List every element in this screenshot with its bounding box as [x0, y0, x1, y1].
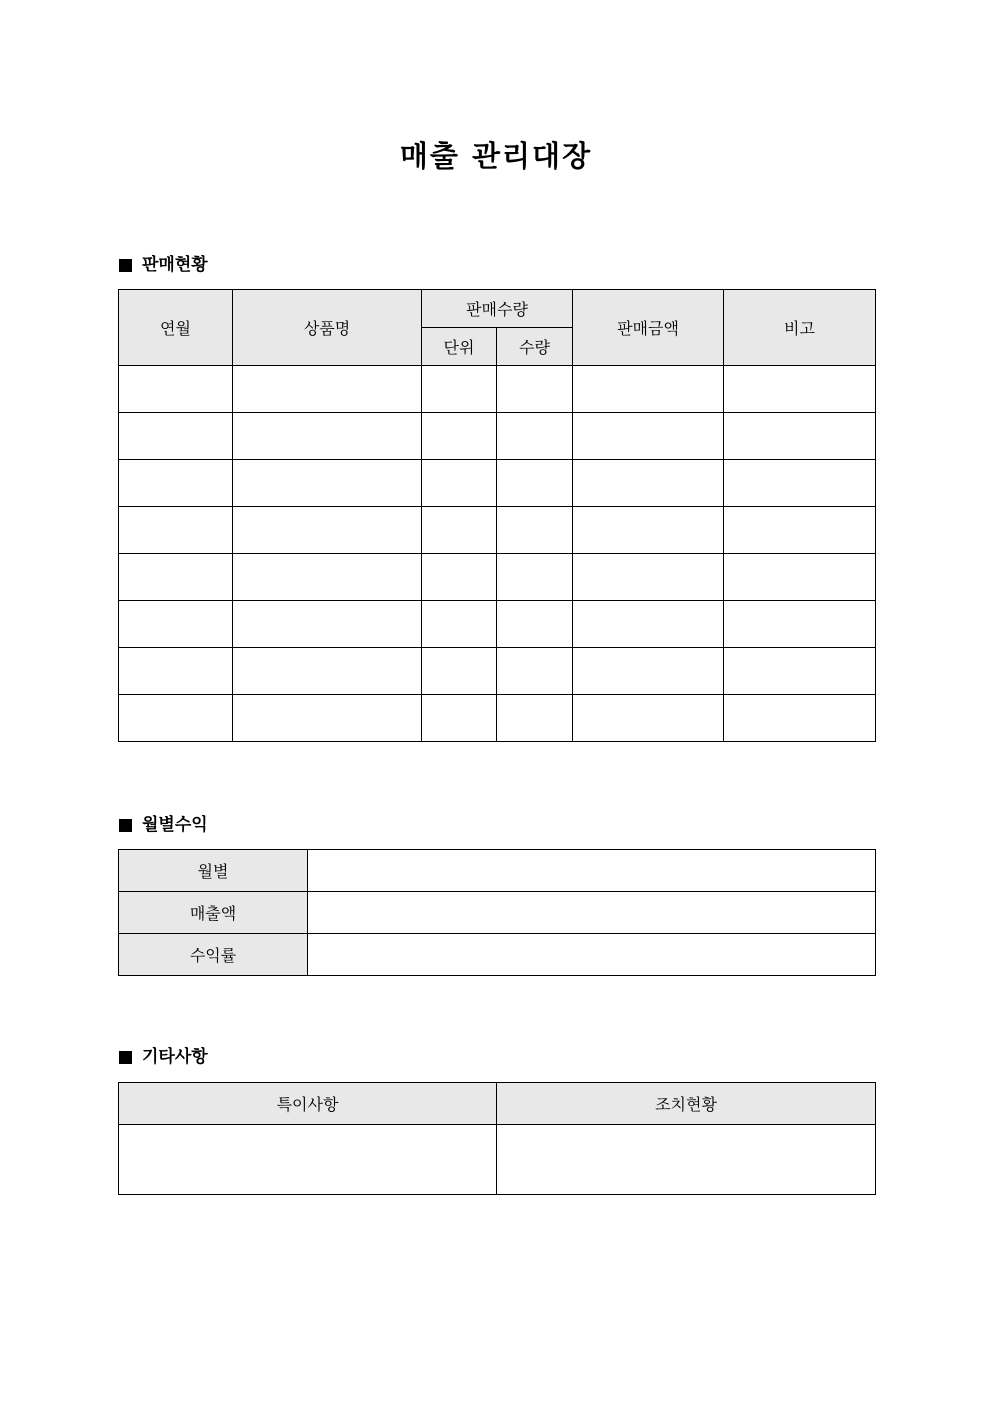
- cell-note[interactable]: [724, 507, 876, 554]
- table-row: [119, 554, 876, 601]
- cell-qty[interactable]: [497, 601, 573, 648]
- cell-amount[interactable]: [573, 366, 724, 413]
- cell-month[interactable]: [119, 648, 233, 695]
- cell-product[interactable]: [233, 507, 422, 554]
- cell-note[interactable]: [724, 413, 876, 460]
- cell-unit[interactable]: [422, 507, 497, 554]
- profit-value-rate[interactable]: [308, 934, 876, 976]
- etc-table: [118, 1082, 876, 1195]
- cell-product[interactable]: [233, 601, 422, 648]
- profit-heading-label: 월별수익: [142, 815, 208, 835]
- cell-product[interactable]: [233, 554, 422, 601]
- header-month: 연월: [119, 290, 233, 366]
- cell-qty[interactable]: [497, 695, 573, 742]
- document-title: 매출 관리대장: [399, 139, 593, 173]
- etc-heading-label: 기타사항: [142, 1047, 208, 1067]
- cell-note[interactable]: [724, 366, 876, 413]
- profit-row-rate: [119, 934, 876, 976]
- profit-row-sales: [119, 892, 876, 934]
- cell-qty[interactable]: [497, 648, 573, 695]
- cell-note[interactable]: [724, 554, 876, 601]
- profit-section-heading: [119, 814, 208, 836]
- table-row: [119, 413, 876, 460]
- header-amount: 판매금액: [573, 290, 724, 366]
- table-row: [119, 695, 876, 742]
- cell-amount[interactable]: [573, 648, 724, 695]
- header-unit: 단위: [422, 328, 497, 366]
- cell-amount[interactable]: [573, 507, 724, 554]
- cell-month[interactable]: [119, 366, 233, 413]
- header-quantity-group: 판매수량: [422, 290, 573, 328]
- cell-unit[interactable]: [422, 460, 497, 507]
- cell-unit[interactable]: [422, 601, 497, 648]
- cell-note[interactable]: [724, 460, 876, 507]
- cell-unit[interactable]: [422, 413, 497, 460]
- cell-amount[interactable]: [573, 554, 724, 601]
- cell-product[interactable]: [233, 366, 422, 413]
- profit-value-sales[interactable]: [308, 892, 876, 934]
- profit-value-month[interactable]: [308, 850, 876, 892]
- table-row: [119, 507, 876, 554]
- cell-product[interactable]: [233, 695, 422, 742]
- table-row: [119, 601, 876, 648]
- sales-table: [118, 289, 876, 742]
- profit-table: [118, 849, 876, 976]
- cell-amount[interactable]: [573, 695, 724, 742]
- header-note: 비고: [724, 290, 876, 366]
- profit-label-rate: 수익률: [119, 934, 308, 976]
- cell-month[interactable]: [119, 695, 233, 742]
- sales-section-heading: [119, 254, 208, 276]
- cell-month[interactable]: [119, 554, 233, 601]
- cell-month[interactable]: [119, 601, 233, 648]
- cell-note[interactable]: [724, 601, 876, 648]
- profit-row-month: [119, 850, 876, 892]
- square-bullet-icon: [119, 819, 132, 832]
- cell-unit[interactable]: [422, 554, 497, 601]
- cell-month[interactable]: [119, 413, 233, 460]
- cell-qty[interactable]: [497, 366, 573, 413]
- header-product: 상품명: [233, 290, 422, 366]
- cell-unit[interactable]: [422, 366, 497, 413]
- cell-product[interactable]: [233, 460, 422, 507]
- header-special-notes: 특이사항: [119, 1083, 497, 1125]
- cell-amount[interactable]: [573, 413, 724, 460]
- special-notes-cell[interactable]: [119, 1125, 497, 1195]
- etc-section-heading: [119, 1046, 208, 1068]
- profit-label-sales: 매출액: [119, 892, 308, 934]
- cell-unit[interactable]: [422, 648, 497, 695]
- action-status-cell[interactable]: [497, 1125, 876, 1195]
- cell-month[interactable]: [119, 507, 233, 554]
- cell-qty[interactable]: [497, 507, 573, 554]
- sales-heading-label: 판매현황: [142, 255, 208, 275]
- square-bullet-icon: [119, 1051, 132, 1064]
- square-bullet-icon: [119, 259, 132, 272]
- cell-amount[interactable]: [573, 601, 724, 648]
- cell-qty[interactable]: [497, 554, 573, 601]
- cell-qty[interactable]: [497, 413, 573, 460]
- cell-note[interactable]: [724, 695, 876, 742]
- header-qty: 수량: [497, 328, 573, 366]
- cell-qty[interactable]: [497, 460, 573, 507]
- cell-unit[interactable]: [422, 695, 497, 742]
- header-action-status: 조치현황: [497, 1083, 876, 1125]
- cell-month[interactable]: [119, 460, 233, 507]
- profit-label-month: 월별: [119, 850, 308, 892]
- table-row: [119, 648, 876, 695]
- table-row: [119, 366, 876, 413]
- cell-product[interactable]: [233, 648, 422, 695]
- cell-note[interactable]: [724, 648, 876, 695]
- cell-amount[interactable]: [573, 460, 724, 507]
- table-row: [119, 460, 876, 507]
- cell-product[interactable]: [233, 413, 422, 460]
